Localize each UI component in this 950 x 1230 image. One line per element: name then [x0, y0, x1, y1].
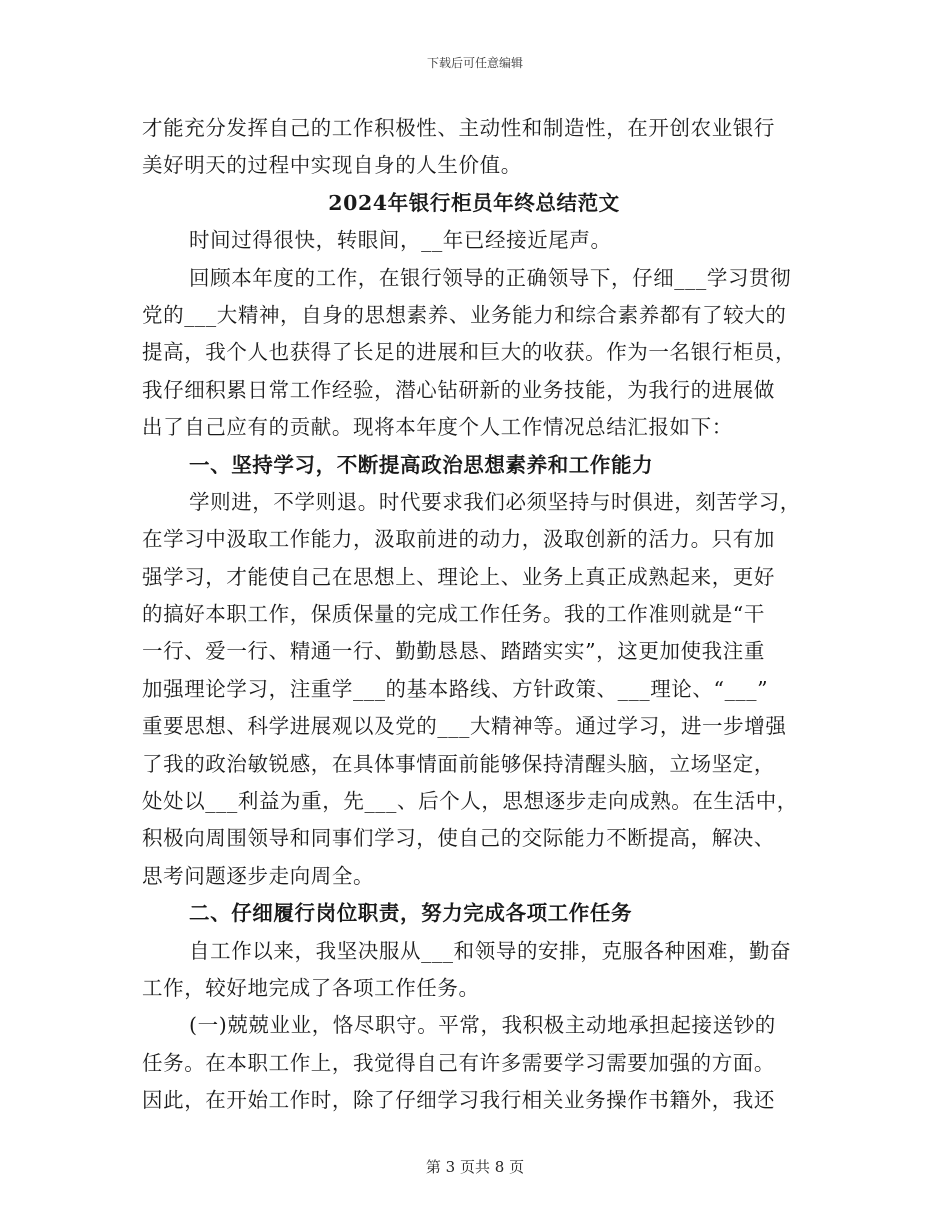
body-line: 积极向周围领导和同事们学习，使自己的交际能力不断提高，解决、 — [142, 826, 775, 851]
body-line: 提高，我个人也获得了长足的进展和巨大的收获。作为一名银行柜员， — [142, 340, 797, 365]
body-line: 出了自己应有的贡献。现将本年度个人工作情况总结汇报如下： — [142, 415, 733, 440]
body-line: 一行、爱一行、精通一行、勤勤恳恳、踏踏实实”，这更加使我注重 — [142, 639, 765, 664]
page-header: 下载后可任意编辑 — [426, 56, 523, 70]
section-heading: 一、坚持学习，不断提高政治思想素养和工作能力 — [189, 452, 654, 477]
paragraph-first-line: (一)兢兢业业，恪尽职守。平常，我积极主动地承担起接送钞的 — [189, 1013, 776, 1038]
body-line: 任务。在本职工作上，我觉得自己有许多需要学习需要加强的方面。 — [142, 1050, 775, 1075]
body-line: 的搞好本职工作，保质保量的完成工作任务。我的工作准则就是“干 — [142, 602, 765, 627]
body-line: 党的___大精神，自身的思想素养、业务能力和综合素养都有了较大的 — [142, 302, 787, 327]
paragraph-first-line: 自工作以来，我坚决服从___和领导的安排，克服各种困难，勤奋 — [189, 938, 792, 963]
body-line: 思考问题逐步走向周全。 — [142, 863, 375, 888]
body-line: 加强理论学习，注重学___的基本路线、方针政策、___理论、“___” — [142, 676, 769, 701]
paragraph-first-line: 回顾本年度的工作，在银行领导的正确领导下，仔细___学习贯彻 — [189, 265, 792, 290]
body-line: 重要思想、科学进展观以及党的___大精神等。通过学习，进一步增强 — [142, 714, 787, 739]
body-line: 强学习，才能使自己在思想上、理论上、业务上真正成熟起来，更好 — [142, 564, 775, 589]
body-line: 了我的政治敏锐感，在具体事情面前能够保持清醒头脑，立场坚定， — [142, 751, 775, 776]
section-heading: 二、仔细履行岗位职责，努力完成各项工作任务 — [189, 901, 633, 926]
document-title: 2024年银行柜员年终总结范文 — [328, 190, 620, 215]
page-footer: 第 3 页共 8 页 — [425, 1158, 525, 1176]
body-line: 工作，较好地完成了各项工作任务。 — [142, 975, 480, 1000]
document-body — [142, 110, 806, 1120]
body-line: 美好明天的过程中实现自身的人生价值。 — [142, 153, 522, 178]
body-line: 我仔细积累日常工作经验，潜心钻研新的业务技能，为我行的进展做 — [142, 377, 775, 402]
body-line: 处处以___利益为重，先___、后个人，思想逐步走向成熟。在生活中， — [142, 789, 798, 814]
body-line: 才能充分发挥自己的工作积极性、主动性和制造性，在开创农业银行 — [142, 116, 775, 140]
body-line: 因此，在开始工作时，除了仔细学习我行相关业务操作书籍外，我还 — [142, 1088, 775, 1113]
body-line: 在学习中汲取工作能力，汲取前进的动力，汲取创新的活力。只有加 — [142, 527, 775, 552]
paragraph-first-line: 学则进，不学则退。时代要求我们必须坚持与时俱进，刻苦学习， — [189, 489, 801, 514]
paragraph-first-line: 时间过得很快，转眼间，__年已经接近尾声。 — [189, 228, 612, 253]
